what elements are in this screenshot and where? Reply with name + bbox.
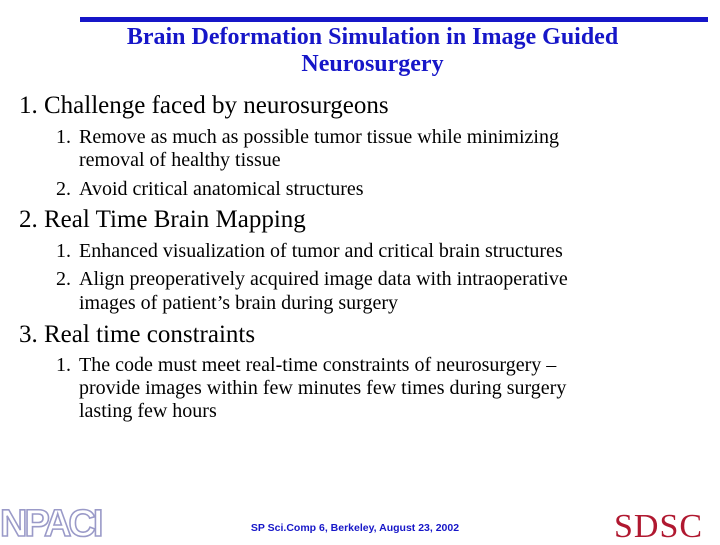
sdsc-logo-text: SDSC <box>614 508 704 540</box>
bullet-3-1-text: The code must meet real-time constraints of neurosurgery – <box>79 354 557 376</box>
bullet-3-1-continuation-1: provide images within few minutes few times during surgery <box>79 377 567 399</box>
bullet-2-1-text: Enhanced visualization of tumor and critical brain structures <box>79 240 563 262</box>
bullet-1-2-number: 2. <box>56 178 71 200</box>
bullet-1-2 <box>56 178 364 201</box>
bullet-2-1-number: 1. <box>56 240 71 262</box>
footer-text: SP Sci.Comp 6, Berkeley, August 23, 2002 <box>250 522 460 534</box>
bullet-2: 2. Real Time Brain Mapping <box>19 206 306 233</box>
bullet-3-1-continuation-2: lasting few hours <box>79 400 217 422</box>
bullet-2-2-continuation: images of patient’s brain during surgery <box>79 292 399 314</box>
bullet-2-2 <box>56 268 568 291</box>
bullet-2-2-number: 2. <box>56 268 71 290</box>
sdsc-logo <box>612 507 720 545</box>
title-rule <box>80 17 708 22</box>
bullet-2-2-text: Align preoperatively acquired image data with intraoperative <box>79 268 568 290</box>
slide-title <box>40 24 705 78</box>
bullet-1-1-number: 1. <box>56 126 71 148</box>
bullet-1: 1. Challenge faced by neurosurgeons <box>19 92 389 119</box>
bullet-3: 3. Real time constraints <box>19 321 256 348</box>
bullet-2-1 <box>56 240 563 263</box>
slide-title-line-1: Brain Deformation Simulation in Image Guided <box>126 24 619 50</box>
npaci-logo <box>0 503 104 545</box>
bullet-1-2-text: Avoid critical anatomical structures <box>79 178 364 200</box>
bullet-3-1 <box>56 354 556 377</box>
slide-title-line-2: Neurosurgery <box>301 51 444 77</box>
npaci-logo-text: NPACI <box>0 503 101 540</box>
bullet-1-1-continuation: removal of healthy tissue <box>79 149 281 171</box>
bullet-1-1 <box>56 126 559 149</box>
bullet-1-1-text: Remove as much as possible tumor tissue while minimizing <box>79 126 559 148</box>
bullet-3-1-number: 1. <box>56 354 71 376</box>
